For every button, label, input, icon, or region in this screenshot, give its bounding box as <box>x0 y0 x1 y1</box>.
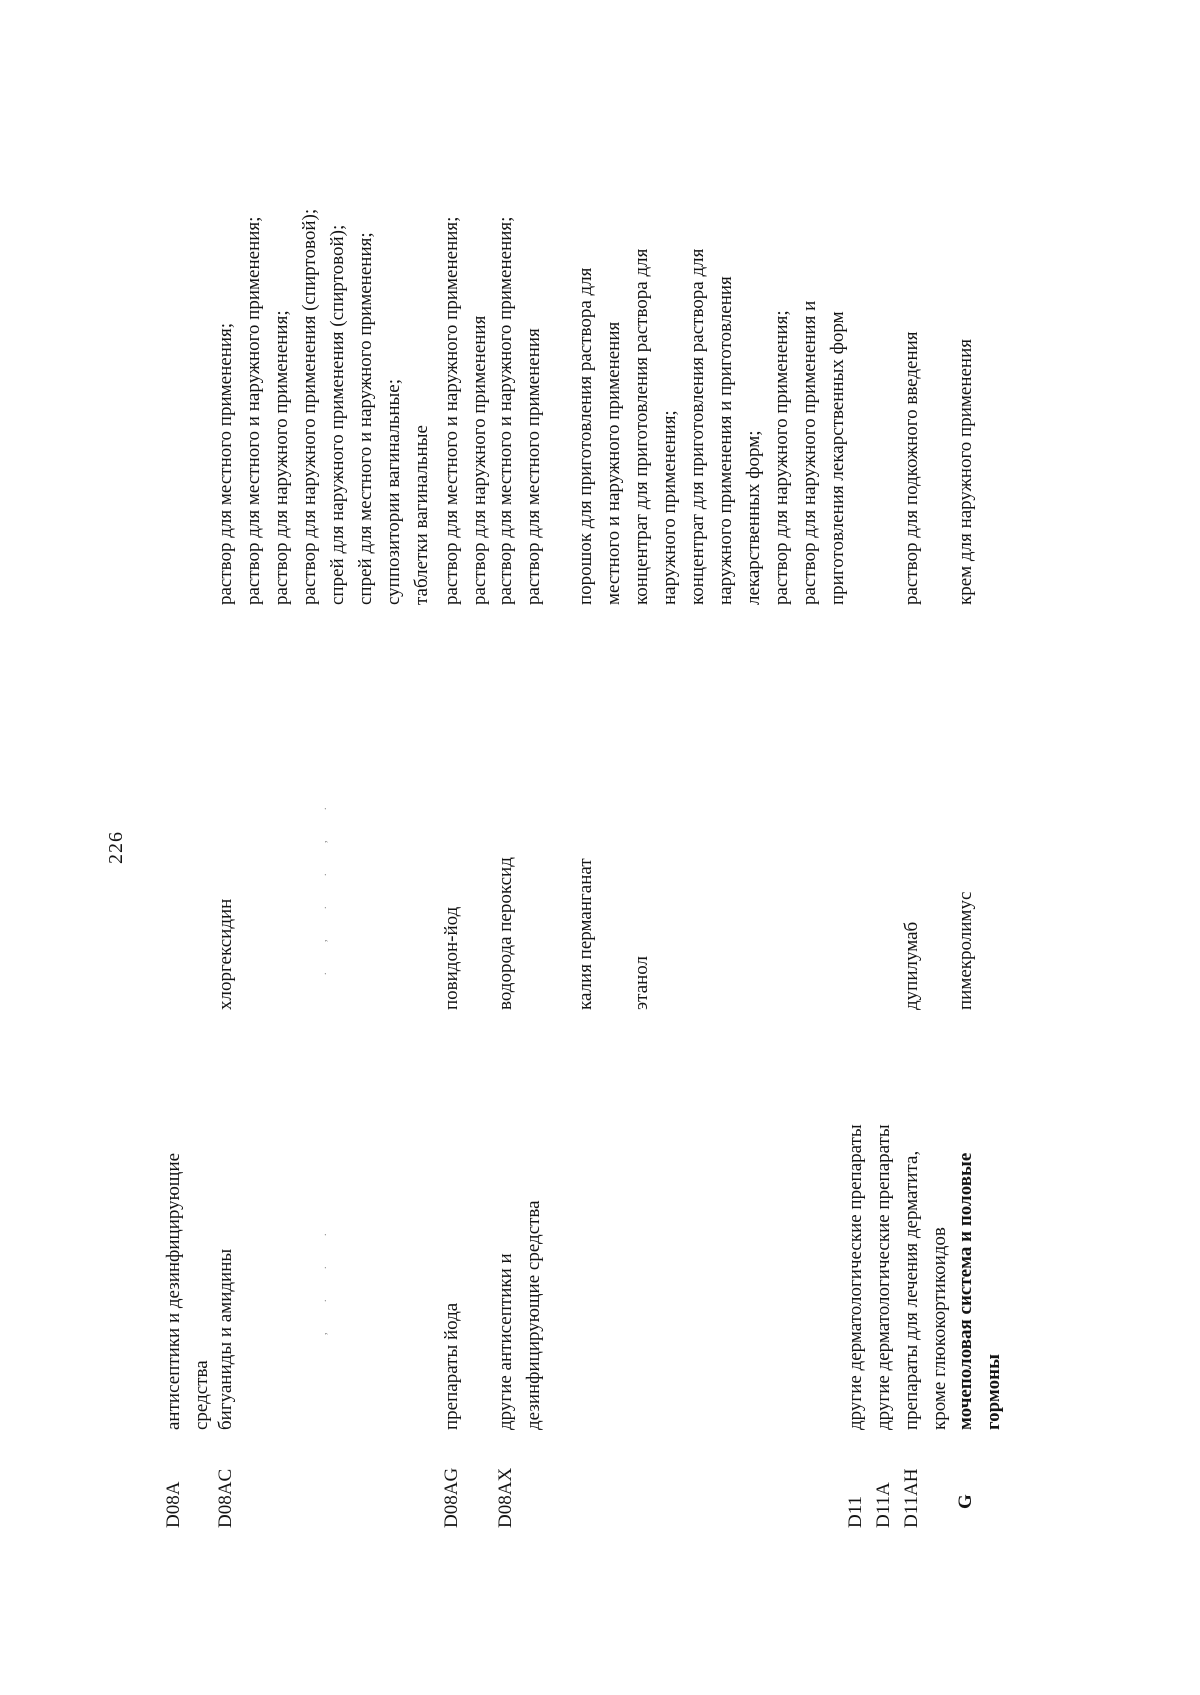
atc-group-name: мочеполовая система и половые гормоны <box>955 1152 1004 1430</box>
atc-group-name: препараты йода <box>441 1302 462 1430</box>
atc-code: D08AC <box>215 1468 236 1528</box>
drug-name: хлоргексидин <box>215 898 236 1010</box>
drug-name: этанол <box>631 955 652 1010</box>
atc-group-name: другие дерматологические препараты другие дерматологические препараты препараты для лечения дерматита, кроме глюкокортикоидов <box>845 1124 950 1430</box>
scan-speck: . , . . , . <box>318 793 329 975</box>
atc-code: G <box>955 1494 976 1509</box>
drug-name: дупилумаб <box>901 921 922 1010</box>
drug-name: повидон-йод <box>441 906 462 1010</box>
dosage-forms: крем для наружного применения <box>955 338 976 605</box>
atc-code: D08A <box>163 1481 184 1528</box>
drug-name: калия перманганат <box>575 858 596 1010</box>
dosage-forms: концентрат для приготовления раствора для наружного применения; концентрат для приготовления раствора для наружного применения и приготовления лекарственных форм; раствор для наружного применения; раствор для наружного применения и приготовления лекарственных форм <box>631 248 848 605</box>
atc-group-name: бигуаниды и амидины <box>215 1248 236 1430</box>
dosage-forms: раствор для местного и наружного применения; раствор для местного применения <box>495 216 544 605</box>
dosage-forms: раствор для подкожного введения <box>901 331 922 605</box>
drug-name: пимекролимус <box>955 891 976 1010</box>
atc-group-name: другие антисептики и дезинфицирующие средства <box>495 1200 544 1430</box>
atc-code: D08AX <box>495 1467 516 1528</box>
atc-group-name: антисептики и дезинфицирующие средства <box>163 1152 212 1430</box>
dosage-forms: раствор для местного и наружного применения; раствор для наружного применения <box>441 216 490 605</box>
scan-speck: , . . . <box>318 1219 329 1335</box>
dosage-forms: порошок для приготовления раствора для местного и наружного применения <box>575 267 624 605</box>
dosage-forms: раствор для местного применения; раствор для местного и наружного применения; раствор для наружного применения; раствор для наружного применения (спиртовой); спрей для наружного применения (спиртовой); спрей для местного и наружного применения; суппозитории вагинальные; таблетки вагинальные <box>215 208 432 605</box>
atc-code: D08AG <box>441 1467 462 1528</box>
drug-name: водорода пероксид <box>495 857 516 1010</box>
atc-code: D11 D11A D11AH <box>845 1468 922 1528</box>
page-number: 226 <box>105 831 127 864</box>
